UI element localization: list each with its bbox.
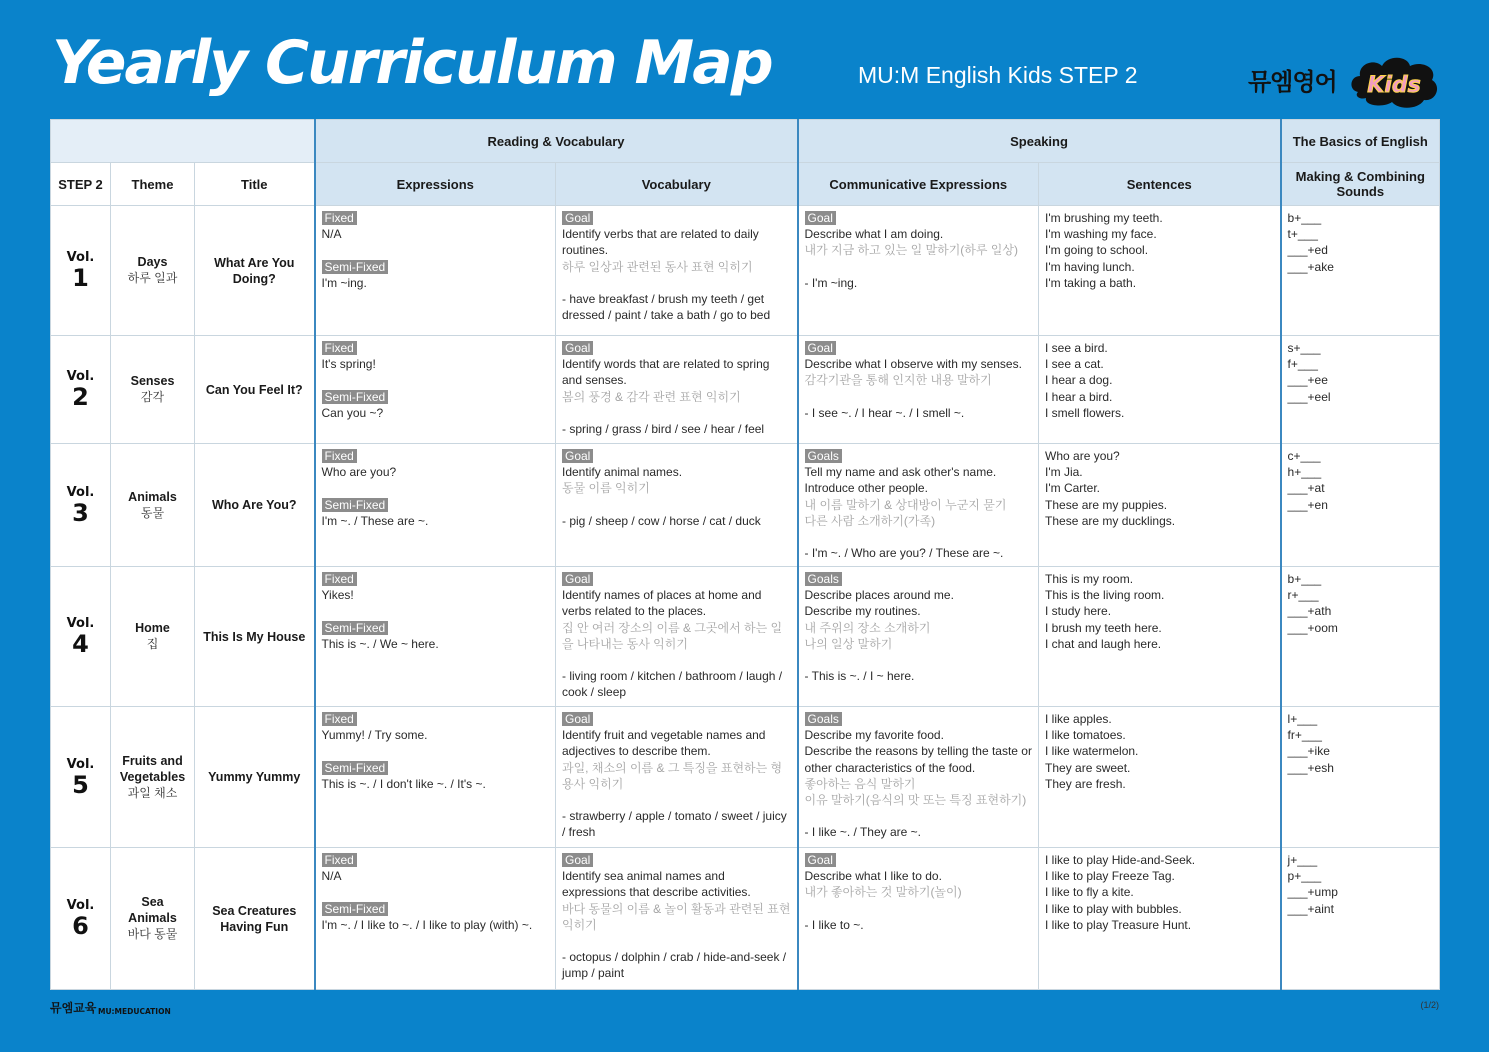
label-badge: Goal (562, 853, 593, 867)
sounds-cell (1281, 707, 1440, 848)
communicative-cell (798, 567, 1039, 707)
theme-english: Animals (128, 911, 177, 925)
theme-english: Senses (130, 374, 175, 388)
tag-line (322, 340, 550, 356)
sound-pattern: r+___ (1287, 588, 1319, 603)
tag-line (562, 571, 791, 587)
unit-title: Sea Creatures (212, 903, 297, 918)
label-badge: Semi-Fixed (322, 621, 389, 635)
theme-cell (111, 336, 195, 444)
volume-cell (51, 848, 111, 990)
unit-title: Doing? (232, 271, 276, 286)
volume-cell (51, 206, 111, 336)
sounds-cell (1281, 444, 1440, 567)
spacer (805, 529, 1033, 545)
theme-korean: 동물 (140, 505, 165, 520)
sound-pattern: h+___ (1287, 465, 1322, 480)
table-row (51, 444, 1440, 567)
text-line: - octopus / dolphin / crab / hide-and-seek / jump / paint (562, 950, 787, 981)
label-badge: Goals (805, 572, 842, 586)
sound-pattern: ___+ake (1287, 259, 1334, 274)
sound-pattern: ___+ed (1287, 243, 1328, 258)
label-badge: Fixed (322, 853, 357, 867)
sentence-line: I like to play Freeze Tag. (1045, 869, 1175, 884)
text-line: Describe places around me. (804, 588, 954, 603)
korean-description: 다른 사람 소개하기(가족) (804, 513, 936, 528)
expressions-cell (315, 567, 556, 707)
text-line: - I like ~. / They are ~. (804, 825, 922, 840)
sound-pattern: ___+at (1287, 481, 1325, 496)
sentences-cell (1039, 567, 1281, 707)
sentence-line: I'm brushing my teeth. (1045, 211, 1163, 225)
sound-pattern: c+___ (1287, 449, 1321, 463)
expressions-cell (315, 444, 556, 567)
volume-label: Vol. (66, 250, 95, 265)
text-line: - I'm ~. / Who are you? / These are ~. (804, 546, 1004, 561)
label-badge: Fixed (322, 211, 357, 225)
sentence-line: I like to play with bubbles. (1045, 901, 1182, 916)
kids-logo-text: Kids (1367, 73, 1421, 98)
sentence-line: I like to fly a kite. (1045, 885, 1134, 900)
text-line: Identify names of places at home and verbs related to the places. (562, 588, 762, 619)
text-line: Can you ~? (321, 405, 384, 420)
title-cell (195, 444, 315, 567)
brand-logo (1248, 52, 1440, 110)
korean-description: 좋아하는 음식 말하기 (804, 776, 916, 791)
korean-description: 동물 이름 익히기 (562, 481, 650, 496)
text-line: - have breakfast / brush my teeth / get dressed / paint / take a bath / go to bed (562, 292, 771, 323)
sentences-cell (1039, 206, 1281, 336)
tag-line (805, 711, 1033, 727)
theme-cell (111, 567, 195, 707)
theme-cell (111, 444, 195, 567)
sentence-line: They are sweet. (1045, 760, 1131, 775)
text-line: Identify animal names. (562, 465, 683, 480)
korean-description: 집 안 여러 장소의 이름 & 그곳에서 하는 일을 나타내는 동사 익히기 (562, 620, 783, 651)
footer-logo-korean: 뮤엠교육 (50, 1001, 97, 1015)
text-line: Describe my favorite food. (804, 728, 944, 743)
volume-label: Vol. (66, 369, 95, 384)
label-badge: Goal (562, 341, 593, 355)
sound-pattern: fr+___ (1287, 728, 1322, 743)
sentence-line: I see a bird. (1045, 341, 1108, 355)
tag-line (562, 711, 791, 727)
label-badge: Fixed (322, 341, 357, 355)
brand-korean-text: 뮤엠영어 (1248, 68, 1337, 96)
theme-cell (111, 206, 195, 336)
sounds-cell (1281, 567, 1440, 707)
theme-korean: 집 (146, 637, 159, 651)
sentences-cell (1039, 848, 1281, 990)
sentence-line: I like apples. (1045, 712, 1112, 726)
text-line: N/A (321, 869, 342, 884)
sentence-line: I chat and laugh here. (1045, 636, 1162, 651)
title-cell (195, 848, 315, 990)
text-line: This is ~. / We ~ here. (321, 636, 439, 651)
table-row (51, 707, 1440, 848)
expressions-cell (315, 848, 556, 990)
tag-line (322, 852, 550, 868)
tag-line (805, 340, 1033, 356)
spacer (562, 652, 791, 668)
sound-pattern: l+___ (1287, 712, 1318, 726)
sound-pattern: t+___ (1287, 227, 1318, 242)
unit-title: Can You Feel It? (205, 382, 303, 397)
volume-cell (51, 444, 111, 567)
table-row (51, 848, 1440, 990)
theme-english: Animals (128, 489, 177, 504)
spacer (805, 389, 1033, 405)
theme-english: Vegetables (119, 769, 186, 784)
col-expressions: Expressions (315, 163, 556, 206)
theme-english: Sea (141, 895, 164, 909)
unit-title: Who Are You? (212, 498, 297, 512)
text-line: - spring / grass / bird / see / hear / feel (562, 422, 765, 436)
expressions-cell (315, 336, 556, 444)
vocabulary-cell (556, 206, 798, 336)
group-reading-vocabulary: Reading & Vocabulary (315, 120, 798, 163)
tag-line (805, 448, 1033, 464)
theme-english: Days (137, 255, 168, 269)
label-badge: Goal (805, 341, 836, 355)
unit-title: What Are You (214, 255, 295, 270)
sentence-line: This is the living room. (1045, 588, 1165, 603)
vocabulary-cell (556, 567, 798, 707)
sound-pattern: ___+oom (1287, 620, 1338, 635)
text-line: Describe what I like to do. (804, 869, 942, 884)
text-line: - I see ~. / I hear ~. / I smell ~. (804, 405, 965, 420)
group-basics-of-english: The Basics of English (1281, 120, 1440, 163)
curriculum-table (50, 119, 1440, 990)
page-number: (1/2) (1420, 1000, 1439, 1010)
table-row (51, 336, 1440, 444)
volume-label: Vol. (66, 616, 95, 631)
sound-pattern: ___+ath (1287, 604, 1332, 619)
label-badge: Goal (562, 712, 593, 726)
tag-line (322, 448, 550, 464)
korean-description: 바다 동물의 이름 & 놀이 활동과 관련된 표현 익히기 (562, 901, 791, 932)
text-line: I'm ~. / I like to ~. / I like to play (with) ~. (321, 917, 533, 932)
korean-description: 봄의 풍경 & 감각 관련 표현 익히기 (562, 389, 741, 404)
sentence-line: I'm Jia. (1045, 465, 1083, 480)
sentence-line: I hear a dog. (1045, 373, 1113, 388)
col-vocabulary: Vocabulary (556, 163, 798, 206)
sentence-line: I'm going to school. (1045, 243, 1149, 258)
korean-description: 내 주위의 장소 소개하기 (804, 620, 931, 635)
col-step: STEP 2 (51, 163, 111, 206)
vocabulary-cell (556, 336, 798, 444)
korean-description: 나의 일상 말하기 (804, 636, 893, 651)
sentence-line: I like to play Hide-and-Seek. (1045, 853, 1196, 867)
spacer (322, 884, 550, 900)
footer-logo-english: MU:MEDUCATION (98, 1007, 171, 1016)
sentence-line: I like to play Treasure Hunt. (1045, 917, 1192, 932)
tag-line (322, 497, 550, 513)
korean-description: 내가 좋아하는 것 말하기(놀이) (804, 885, 962, 900)
korean-description: 이유 말하기(음식의 맛 또는 특징 표현하기) (804, 793, 1027, 808)
text-line: Yikes! (321, 588, 354, 603)
tag-line (322, 210, 550, 226)
col-communicative-expressions: Communicative Expressions (798, 163, 1039, 206)
label-badge: Goal (805, 211, 836, 225)
communicative-cell (798, 444, 1039, 567)
spacer (805, 259, 1033, 275)
sentence-line: I like watermelon. (1045, 744, 1139, 759)
sentence-line: I'm taking a bath. (1045, 275, 1137, 290)
sentence-line: I study here. (1045, 604, 1112, 619)
theme-cell (111, 848, 195, 990)
sounds-cell (1281, 848, 1440, 990)
communicative-cell (798, 206, 1039, 336)
theme-english: Home (135, 621, 170, 635)
sound-pattern: ___+ee (1287, 373, 1328, 388)
col-theme: Theme (111, 163, 195, 206)
theme-english: Fruits and (122, 753, 183, 768)
tag-line (322, 571, 550, 587)
text-line: Yummy! / Try some. (321, 728, 428, 743)
sentence-line: I smell flowers. (1045, 405, 1125, 420)
label-badge: Semi-Fixed (322, 260, 389, 274)
sentence-line: I'm washing my face. (1045, 227, 1157, 242)
text-line: Describe the reasons by telling the taste or other characteristics of the food. (804, 744, 1032, 775)
korean-description: 과일, 채소의 이름 & 그 특징을 표현하는 형용사 익히기 (562, 760, 783, 791)
unit-title: Having Fun (220, 919, 289, 934)
unit-title: Yummy Yummy (208, 770, 301, 784)
communicative-cell (798, 336, 1039, 444)
sentence-line: Who are you? (1045, 449, 1120, 463)
label-badge: Goals (805, 449, 842, 463)
page-title: Yearly Curriculum Map (52, 28, 772, 98)
volume-label: Vol. (66, 898, 95, 913)
korean-description: 내 이름 말하기 & 상대방이 누군지 묻기 (804, 497, 1007, 512)
sentence-line: They are fresh. (1045, 776, 1126, 791)
label-badge: Goal (562, 572, 593, 586)
sounds-cell (1281, 206, 1440, 336)
spacer (805, 652, 1033, 668)
unit-title: This Is My House (203, 629, 306, 644)
communicative-cell (798, 707, 1039, 848)
vocabulary-cell (556, 848, 798, 990)
group-speaking: Speaking (798, 120, 1281, 163)
volume-number: 5 (72, 770, 89, 799)
theme-korean: 과일 채소 (127, 785, 178, 800)
col-title: Title (195, 163, 315, 206)
sound-pattern: ___+esh (1287, 760, 1334, 775)
label-badge: Goals (805, 712, 842, 726)
text-line: N/A (321, 227, 342, 242)
text-line: I'm ~. / These are ~. (321, 513, 429, 528)
korean-description: 감각기관을 통해 인지한 내용 말하기 (804, 373, 992, 388)
spacer (322, 603, 550, 619)
text-line: This is ~. / I don't like ~. / It's ~. (321, 776, 486, 791)
text-line: Identify sea animal names and expressions that describe activities. (562, 869, 751, 900)
label-badge: Fixed (322, 572, 357, 586)
sentence-line: I like tomatoes. (1045, 728, 1126, 743)
sentence-line: I hear a bird. (1045, 389, 1113, 404)
label-badge: Fixed (322, 449, 357, 463)
tag-line (322, 760, 550, 776)
spacer (562, 497, 791, 513)
text-line: - living room / kitchen / bathroom / laugh / cook / sleep (562, 669, 783, 700)
theme-korean: 감각 (140, 390, 165, 404)
curriculum-table-sheet (50, 119, 1439, 989)
label-badge: Semi-Fixed (322, 761, 389, 775)
text-line: Who are you? (321, 465, 397, 480)
spacer (322, 242, 550, 258)
text-line: Describe what I am doing. (804, 227, 944, 242)
text-line: - pig / sheep / cow / horse / cat / duck (562, 513, 761, 528)
tag-line (322, 901, 550, 917)
text-line: I'm ~ing. (321, 275, 367, 290)
label-badge: Goal (562, 449, 593, 463)
col-making-combining-sounds: Making & Combining Sounds (1281, 163, 1440, 206)
text-line: Describe what I observe with my senses. (804, 357, 1022, 372)
text-line: - I like to ~. (804, 917, 864, 932)
sound-pattern: ___+aint (1287, 901, 1334, 916)
label-badge: Semi-Fixed (322, 498, 389, 512)
spacer (562, 933, 791, 949)
title-cell (195, 707, 315, 848)
text-line: - This is ~. / I ~ here. (804, 669, 915, 684)
expressions-cell (315, 206, 556, 336)
text-line: - strawberry / apple / tomato / sweet / juicy / fresh (562, 809, 787, 840)
spacer (322, 480, 550, 496)
curriculum-rows (51, 206, 1440, 990)
sound-pattern: s+___ (1287, 341, 1321, 355)
sound-pattern: ___+ike (1287, 744, 1330, 759)
sound-pattern: b+___ (1287, 211, 1322, 225)
sound-pattern: ___+ump (1287, 885, 1338, 900)
text-line: Identify fruit and vegetable names and adjectives to describe them. (562, 728, 766, 759)
mum-education-logo (50, 997, 180, 1019)
spacer (562, 275, 791, 291)
sound-pattern: p+___ (1287, 869, 1322, 884)
table-row (51, 206, 1440, 336)
volume-number: 2 (72, 383, 89, 411)
volume-cell (51, 567, 111, 707)
spacer (562, 792, 791, 808)
volume-number: 1 (72, 264, 89, 292)
communicative-cell (798, 848, 1039, 990)
volume-label: Vol. (66, 484, 95, 500)
korean-description: 내가 지금 하고 있는 일 말하기(하루 일상) (804, 243, 1018, 258)
text-line: Introduce other people. (804, 481, 928, 496)
tag-line (805, 210, 1033, 226)
sound-pattern: ___+eel (1287, 389, 1331, 404)
text-line: Identify verbs that are related to daily routines. (562, 227, 759, 258)
label-badge: Fixed (322, 712, 357, 726)
theme-korean: 바다 동물 (127, 927, 178, 941)
sentences-cell (1039, 707, 1281, 848)
spacer (805, 808, 1033, 824)
text-line: - I'm ~ing. (804, 275, 858, 290)
text-line: It's spring! (321, 357, 376, 372)
tag-line (562, 210, 791, 226)
sentences-cell (1039, 444, 1281, 567)
tag-line (562, 448, 791, 464)
sentence-line: I'm Carter. (1045, 481, 1100, 496)
tag-line (322, 259, 550, 275)
sentence-line: I see a cat. (1045, 357, 1104, 372)
label-badge: Goal (562, 211, 593, 225)
tag-line (322, 620, 550, 636)
label-badge: Semi-Fixed (322, 902, 389, 916)
sound-pattern: ___+en (1287, 497, 1328, 512)
vocabulary-cell (556, 444, 798, 567)
sentence-line: I brush my teeth here. (1045, 620, 1162, 635)
title-cell (195, 336, 315, 444)
sentence-line: This is my room. (1045, 572, 1134, 586)
spacer (322, 743, 550, 759)
page-subtitle: MU:M English Kids STEP 2 (858, 62, 1138, 88)
volume-cell (51, 707, 111, 848)
header-blank (51, 120, 315, 163)
sentence-line: I'm having lunch. (1045, 259, 1135, 274)
tag-line (322, 711, 550, 727)
sentence-line: These are my puppies. (1045, 497, 1168, 512)
sounds-cell (1281, 336, 1440, 444)
sentence-line: These are my ducklings. (1045, 513, 1176, 528)
text-line: Identify words that are related to spring and senses. (562, 357, 770, 388)
tag-line (322, 389, 550, 405)
tag-line (562, 852, 791, 868)
spacer (562, 405, 791, 421)
label-badge: Semi-Fixed (322, 390, 389, 404)
tag-line (805, 571, 1033, 587)
text-line: Tell my name and ask other's name. (804, 465, 997, 480)
tag-line (562, 340, 791, 356)
korean-description: 하루 일상과 관련된 동사 표현 익히기 (562, 259, 753, 274)
text-line: Describe my routines. (804, 604, 921, 619)
sound-pattern: f+___ (1287, 357, 1318, 372)
vocabulary-cell (556, 707, 798, 848)
volume-number: 6 (72, 912, 89, 940)
theme-cell (111, 707, 195, 848)
sound-pattern: b+___ (1287, 572, 1322, 586)
table-row (51, 567, 1440, 707)
volume-number: 3 (72, 498, 89, 527)
expressions-cell (315, 707, 556, 848)
title-cell (195, 206, 315, 336)
col-sentences: Sentences (1039, 163, 1281, 206)
tag-line (805, 852, 1033, 868)
title-cell (195, 567, 315, 707)
volume-label: Vol. (66, 756, 95, 772)
label-badge: Goal (805, 853, 836, 867)
sound-pattern: j+___ (1287, 853, 1318, 867)
volume-number: 4 (72, 630, 89, 658)
volume-cell (51, 336, 111, 444)
theme-korean: 하루 일과 (127, 271, 178, 285)
sentences-cell (1039, 336, 1281, 444)
spacer (322, 372, 550, 388)
kids-cloud-logo-icon (1348, 52, 1440, 110)
spacer (805, 901, 1033, 917)
